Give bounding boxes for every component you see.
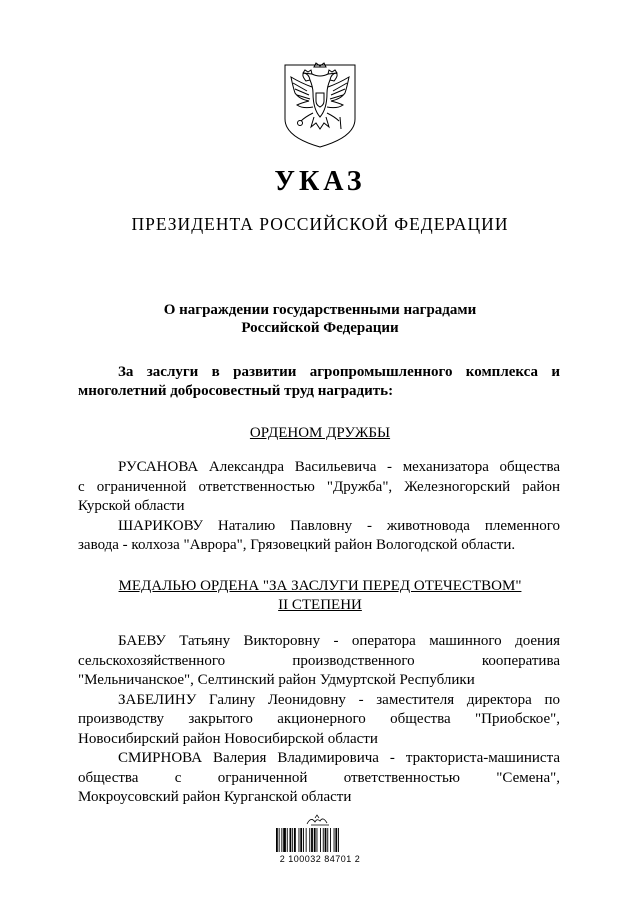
recipient-entry-continued xyxy=(78,710,560,749)
recipient-entry xyxy=(78,749,560,769)
recipient-line: СМИРНОВА Валерия Владимировича - тракториста-машиниста xyxy=(118,750,560,766)
preamble-line: За заслуги в развитии агропромышленного комплекса и xyxy=(118,364,560,380)
recipient-entry-continued xyxy=(78,652,560,691)
recipient-line: РУСАНОВА Александра Васильевича - механизатора общества xyxy=(118,459,560,475)
recipient-line: с ограниченной ответственностью "Дружба", Железногорский район xyxy=(78,478,560,495)
recipient-list xyxy=(78,632,560,808)
award-title-line: МЕДАЛЬЮ ОРДЕНА "ЗА ЗАСЛУГИ ПЕРЕД ОТЕЧЕСТВОМ" xyxy=(118,578,522,594)
recipient-line: Новосибирский район Новосибирской области xyxy=(78,730,378,747)
recipient-line: ШАРИКОВУ Наталию Павловну - животновода племенного xyxy=(118,517,560,534)
award-title-order-of-friendship xyxy=(0,424,640,443)
recipient-entry-continued xyxy=(78,769,560,808)
recipient-entry xyxy=(78,517,560,537)
recipient-line: сельскохозяйственного производственного кооператива xyxy=(78,652,560,669)
preamble xyxy=(78,363,560,401)
recipient-line: "Мельничанское", Селтинский район Удмуртской Республики xyxy=(78,672,475,688)
small-stamp-icon xyxy=(287,812,351,828)
document-subtitle: ПРЕЗИДЕНТА РОССИЙСКОЙ ФЕДЕРАЦИИ xyxy=(131,214,509,234)
award-title-medal-order-merit xyxy=(0,577,640,615)
recipient-line: производству закрытого акционерного общества "Приобское", xyxy=(78,711,560,727)
double-headed-eagle-emblem-icon xyxy=(279,57,361,149)
recipient-line: Мокроусовский район Курганской области xyxy=(78,789,352,805)
heading-line: О награждении государственными наградами xyxy=(163,302,477,318)
recipient-line: БАЕВУ Татьяну Викторовну - оператора машинного доения xyxy=(118,633,560,649)
recipient-line: общества с ограниченной ответственностью "Семена", xyxy=(78,769,560,786)
heading-line: Российской Федерации xyxy=(241,320,399,336)
award-title-line: II СТЕПЕНИ xyxy=(278,597,362,613)
recipient-entry-continued xyxy=(78,536,560,556)
document-title: УКАЗ xyxy=(274,166,366,197)
preamble-line: многолетний добросовестный труд наградить: xyxy=(78,383,394,399)
recipient-line: Курской области xyxy=(78,498,185,514)
decree-heading xyxy=(0,301,640,337)
recipient-entry-continued xyxy=(78,478,560,517)
recipient-entry xyxy=(78,691,560,711)
barcode-icon xyxy=(275,828,365,852)
award-title-line: ОРДЕНОМ ДРУЖБЫ xyxy=(249,425,391,441)
recipient-line: завода - колхоза "Аврора", Грязовецкий район Вологодской области. xyxy=(78,537,516,553)
barcode-number: 2 100032 84701 2 xyxy=(279,854,361,864)
recipient-list xyxy=(78,458,560,556)
recipient-line: ЗАБЕЛИНУ Галину Леонидовну - заместителя директора по xyxy=(118,691,560,708)
recipient-entry xyxy=(78,458,560,478)
recipient-entry xyxy=(78,632,560,652)
